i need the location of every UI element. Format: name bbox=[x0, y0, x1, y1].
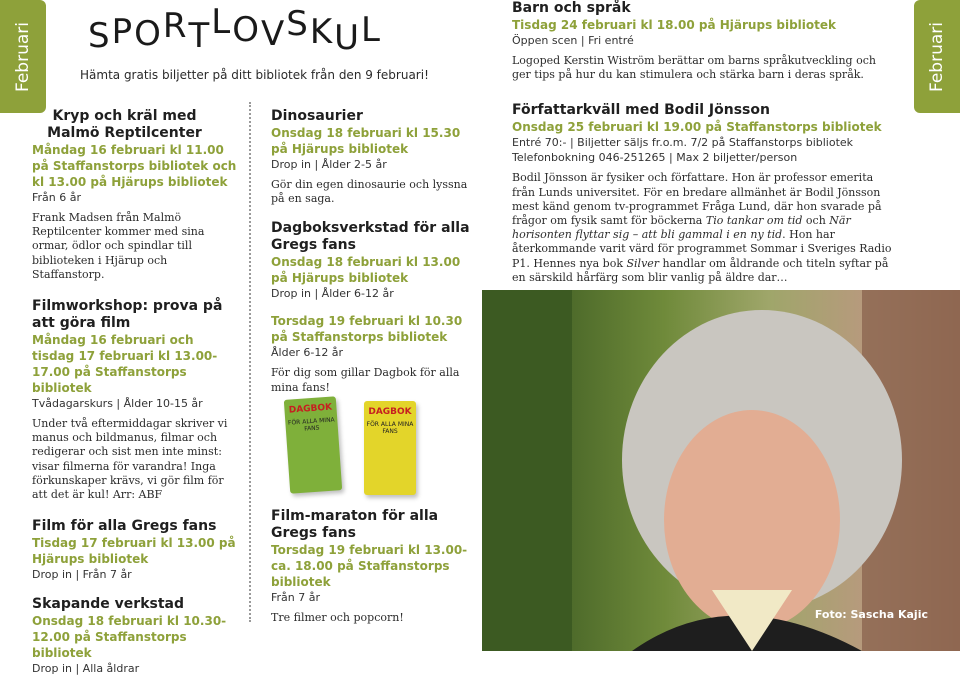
event-title: Kryp och kräl med Malmö Reptilcenter bbox=[47, 108, 202, 141]
logo-letter: L bbox=[211, 2, 233, 42]
book-cover bbox=[364, 401, 416, 495]
event-title: Barn och språk bbox=[512, 0, 631, 16]
book-title: DAGBOK bbox=[368, 407, 412, 417]
month-tab-label: Februari bbox=[927, 21, 947, 92]
book-title-italic: Tio tankar om tid bbox=[705, 214, 803, 228]
event-title: Skapande verkstad bbox=[32, 596, 184, 613]
event-meta: Drop in | Ålder 6-12 år bbox=[271, 287, 394, 301]
event-diary-workshop bbox=[271, 220, 476, 301]
logo-letter: L bbox=[361, 10, 382, 50]
event-when: Onsdag 18 februari kl 10.30-12.00 på Staffanstorps bibliotek bbox=[32, 614, 227, 661]
logo-letter: S bbox=[88, 16, 112, 56]
event-meta: Tvådagarskurs | Ålder 10-15 år bbox=[32, 397, 203, 411]
event-title: Film för alla Gregs fans bbox=[32, 518, 217, 535]
event-when: Måndag 16 februari och tisdag 17 februari kl 13.00-17.00 på Staffanstorps bibliotek bbox=[32, 333, 218, 396]
event-title: Dinosaurier bbox=[271, 108, 363, 124]
event-when: Onsdag 18 februari kl 13.00 på Hjärups bibliotek bbox=[271, 255, 461, 286]
event-description: För dig som gillar Dagbok för alla mina fans! bbox=[271, 366, 460, 394]
event-meta: Drop in | Från 7 år bbox=[32, 568, 132, 582]
event-meta-booking: Telefonbokning 046-251265 | Max 2 biljetter/person bbox=[512, 151, 798, 165]
event-creative-workshop bbox=[32, 596, 237, 676]
events-column-3 bbox=[512, 0, 892, 303]
event-meta: Drop in | Alla åldrar bbox=[32, 662, 140, 676]
event-description: Tre filmer och popcorn! bbox=[271, 611, 404, 624]
event-diary-workshop-staffanstorp bbox=[271, 313, 476, 394]
book-subtitle: FÖR ALLA MINA FANS bbox=[287, 416, 335, 433]
event-title: Film-maraton för alla Gregs fans bbox=[271, 508, 439, 541]
event-description: Bodil Jönsson är fysiker och författare. Hon är professor emerita från Lunds universitet. För en bredare allmänhet är Bodil Jönsson mest känd genom tv-programmet Fråga Lund, där hon svarade på frågor om fysik samt för böckerna Tio tankar om tid och När horisonten flyttar sig – att bli gammal i en ny tid. Hon har återkommande varit värd för programmet Sommar i Sveriges Radio P1. Hennes nya bok Silver handlar om åldrande och titeln syftar på en särskild hårfärg som blir vanlig på äldre dar… bbox=[512, 171, 892, 284]
event-description: Frank Madsen från Malmö Reptilcenter kommer med sina ormar, ödlor och spindlar till biblioteken i Hjärup och Staffanstorp. bbox=[32, 211, 205, 281]
logo-letter: S bbox=[286, 4, 310, 44]
event-film-marathon bbox=[271, 508, 476, 625]
events-column-1 bbox=[32, 108, 237, 694]
event-dinosaurs bbox=[271, 108, 476, 206]
event-when: Tisdag 24 februari kl 18.00 på Hjärups bibliotek bbox=[512, 18, 837, 32]
event-children-language bbox=[512, 0, 892, 82]
column-divider bbox=[249, 102, 251, 622]
book-title-italic: När horisonten flyttar sig – att bli gammal i en ny tid bbox=[512, 214, 851, 242]
event-title: Dagboksverkstad för alla Gregs fans bbox=[271, 220, 470, 254]
month-tab-left bbox=[0, 0, 46, 113]
book-subtitle: FÖR ALLA MINA FANS bbox=[366, 421, 414, 435]
event-meta: Från 6 år bbox=[32, 191, 82, 204]
event-description: Logoped Kerstin Wiström berättar om barns språkutveckling och ger tips på hur du kan stimulera och stärka barn i deras språk. bbox=[512, 54, 876, 82]
event-meta: Från 7 år bbox=[271, 591, 321, 604]
event-title: Filmworkshop: prova på att göra film bbox=[32, 298, 223, 332]
book-cover bbox=[284, 396, 342, 493]
month-tab-right bbox=[914, 0, 960, 113]
author-portrait-photo bbox=[482, 290, 960, 651]
event-filmworkshop bbox=[32, 298, 237, 502]
event-meta: Ålder 6-12 år bbox=[271, 346, 344, 360]
month-tab-label: Februari bbox=[13, 21, 33, 92]
event-when: Onsdag 25 februari kl 19.00 på Staffanstorps bibliotek bbox=[512, 120, 882, 135]
logo-letter: T bbox=[188, 16, 212, 56]
logo-letter: P bbox=[111, 12, 135, 52]
logo-letter: R bbox=[162, 6, 189, 46]
logo-letter: V bbox=[261, 14, 287, 54]
event-meta: Entré 70:- | Biljetter säljs fr.o.m. 7/2 på Staffanstorps bibliotek bbox=[512, 136, 854, 150]
event-description: Under två eftermiddagar skriver vi manus och bildmanus, filmar och redigerar och sist men inte minst: visar filmerna för varandra! Inga förkunskaper krävs, vi gör film för att det är kul! Arr: ABF bbox=[32, 417, 228, 502]
event-when: Måndag 16 februari kl 11.00 på Staffanstorps bibliotek och kl 13.00 på Hjärups bibliotek bbox=[32, 143, 237, 189]
logo-letter: K bbox=[309, 12, 335, 52]
logo-letter: O bbox=[232, 10, 261, 50]
event-description: Gör din egen dinosaurie och lyssna på en saga. bbox=[271, 178, 468, 206]
ticket-tagline: Hämta gratis biljetter på ditt bibliotek från den 9 februari! bbox=[80, 68, 429, 82]
book-title-italic: Silver bbox=[626, 256, 660, 270]
event-meta: Drop in | Ålder 2-5 år bbox=[271, 158, 387, 171]
logo-letter: U bbox=[334, 18, 362, 58]
event-when: Onsdag 18 februari kl 15.30 på Hjärups bibliotek bbox=[271, 126, 461, 156]
event-when: Torsdag 19 februari kl 10.30 på Staffanstorps bibliotek bbox=[271, 314, 463, 345]
event-when: Tisdag 17 februari kl 13.00 på Hjärups bibliotek bbox=[32, 536, 236, 567]
event-meta: Öppen scen | Fri entré bbox=[512, 34, 634, 47]
portrait-illustration bbox=[482, 290, 960, 651]
sportlovskul-logo bbox=[88, 2, 408, 58]
logo-letter: O bbox=[134, 14, 163, 54]
events-column-2 bbox=[271, 108, 476, 413]
event-author-evening bbox=[512, 102, 892, 285]
event-greg-film bbox=[32, 518, 237, 582]
event-title: Författarkväll med Bodil Jönsson bbox=[512, 102, 770, 119]
event-when: Torsdag 19 februari kl 13.00-ca. 18.00 på Staffanstorps bibliotek bbox=[271, 543, 468, 589]
photo-credit: Foto: Sascha Kajic bbox=[814, 608, 928, 621]
event-reptiles bbox=[32, 108, 237, 282]
book-title: DAGBOK bbox=[288, 402, 333, 416]
